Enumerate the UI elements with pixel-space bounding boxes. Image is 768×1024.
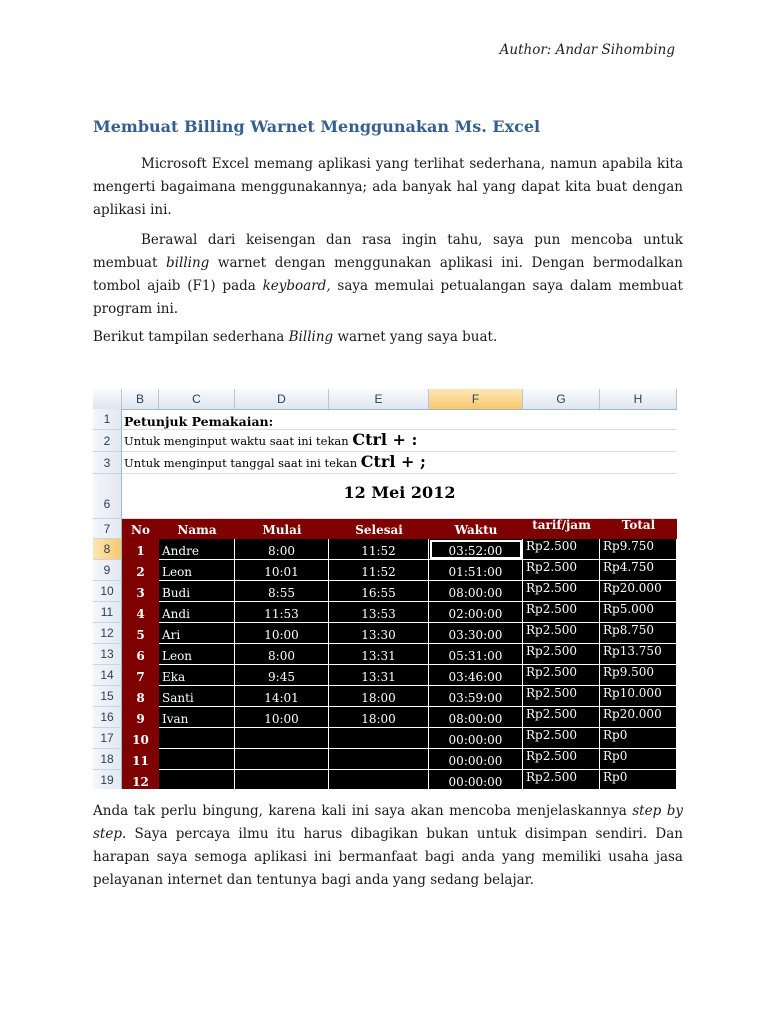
column-header-bar bbox=[93, 389, 677, 410]
row-header-3[interactable]: 3 bbox=[93, 452, 122, 474]
table-cell[interactable]: 05:31:00 bbox=[429, 644, 523, 665]
table-header-cell: Nama bbox=[177, 523, 217, 537]
instructions-heading: Petunjuk Pemakaian: bbox=[124, 414, 274, 429]
row-header-7[interactable]: 7 bbox=[93, 519, 122, 539]
table-cell[interactable]: Rp2.500 bbox=[523, 686, 600, 707]
row-header-9[interactable]: 9 bbox=[93, 560, 122, 581]
table-cell[interactable]: Rp2.500 bbox=[523, 665, 600, 686]
table-cell[interactable]: Rp0 bbox=[600, 770, 677, 789]
paragraph-closing-text-1: Anda tak perlu bingung, karena kali ini saya akan mencoba menjelaskannya bbox=[93, 803, 633, 819]
table-cell[interactable]: 13:31 bbox=[329, 665, 429, 686]
table-cell[interactable] bbox=[329, 728, 429, 749]
table-cell[interactable]: Andre bbox=[159, 539, 235, 560]
row-header-11[interactable]: 11 bbox=[93, 602, 122, 623]
column-header-e[interactable]: E bbox=[329, 389, 429, 409]
table-header-cell: Waktu bbox=[454, 523, 498, 537]
paragraph-closing-step-by-step: step by step. bbox=[93, 803, 683, 842]
column-header-h[interactable]: H bbox=[600, 389, 677, 409]
table-cell[interactable]: Eka bbox=[159, 665, 235, 686]
instructions-line-2-text: Untuk menginput tanggal saat ini tekan bbox=[124, 456, 361, 470]
sheet-date-title: 12 Mei 2012 bbox=[343, 483, 456, 502]
column-header-b[interactable]: B bbox=[122, 389, 159, 409]
table-cell[interactable]: 18:00 bbox=[329, 707, 429, 728]
table-header-cell: Mulai bbox=[262, 523, 302, 537]
instructions-line-1-text: Untuk menginput waktu saat ini tekan bbox=[124, 434, 353, 448]
table-cell[interactable]: Rp2.500 bbox=[523, 707, 600, 728]
table-cell[interactable] bbox=[329, 770, 429, 789]
table-cell[interactable]: 08:00:00 bbox=[429, 707, 523, 728]
table-cell[interactable]: 9:45 bbox=[235, 665, 329, 686]
table-cell[interactable]: 11:53 bbox=[235, 602, 329, 623]
document-title: Membuat Billing Warnet Menggunakan Ms. Excel bbox=[93, 117, 541, 136]
table-cell[interactable]: Leon bbox=[159, 560, 235, 581]
table-cell[interactable] bbox=[329, 749, 429, 770]
row-number-cell[interactable]: 6 bbox=[122, 644, 159, 665]
paragraph-preview-text-2: warnet yang saya buat. bbox=[333, 329, 498, 345]
table-cell[interactable]: Rp2.500 bbox=[523, 581, 600, 602]
table-cell[interactable]: Rp2.500 bbox=[523, 539, 600, 560]
table-cell[interactable]: 14:01 bbox=[235, 686, 329, 707]
select-all-corner[interactable] bbox=[93, 389, 122, 409]
table-cell[interactable]: Rp2.500 bbox=[523, 602, 600, 623]
table-cell[interactable]: 00:00:00 bbox=[429, 770, 523, 789]
row-header-8[interactable]: 8 bbox=[93, 539, 122, 560]
table-cell[interactable]: 11:52 bbox=[329, 539, 429, 560]
row-header-2[interactable]: 2 bbox=[93, 430, 122, 452]
table-cell[interactable]: Rp10.000 bbox=[600, 686, 677, 707]
table-cell[interactable]: 8:55 bbox=[235, 581, 329, 602]
table-cell[interactable]: 03:30:00 bbox=[429, 623, 523, 644]
table-cell[interactable]: 02:00:00 bbox=[429, 602, 523, 623]
table-cell[interactable]: Leon bbox=[159, 644, 235, 665]
table-cell[interactable]: 10:00 bbox=[235, 707, 329, 728]
table-cell[interactable]: 03:59:00 bbox=[429, 686, 523, 707]
row-header-13[interactable]: 13 bbox=[93, 644, 122, 665]
row-header-19[interactable]: 19 bbox=[93, 770, 122, 789]
table-cell[interactable] bbox=[235, 770, 329, 789]
paragraph-intro-text: Microsoft Excel memang aplikasi yang terlihat sederhana, namun apabila kita mengerti bagaimana menggunakannya; ada banyak hal yang dapat kita buat dengan aplikasi ini. bbox=[93, 156, 683, 218]
row-header-17[interactable]: 17 bbox=[93, 728, 122, 749]
row-number-cell[interactable]: 5 bbox=[122, 623, 159, 644]
column-header-c[interactable]: C bbox=[159, 389, 235, 409]
paragraph-preview bbox=[93, 326, 683, 349]
paragraph-closing-text-2: Saya percaya ilmu itu harus dibagikan bukan untuk disimpan sendiri. Dan harapan saya semoga aplikasi ini bermanfaat bagi anda yang memiliki usaha jasa pelayanan internet dan tentunya bagi anda yang sedang belajar. bbox=[93, 826, 683, 888]
table-cell[interactable]: 18:00 bbox=[329, 686, 429, 707]
table-header-cell: tarif/jam bbox=[532, 518, 591, 532]
row-header-1[interactable]: 1 bbox=[93, 409, 122, 430]
column-header-g[interactable]: G bbox=[523, 389, 600, 409]
table-cell[interactable]: Rp5.000 bbox=[600, 602, 677, 623]
spreadsheet-screenshot bbox=[93, 389, 677, 789]
row-number-cell[interactable]: 2 bbox=[122, 560, 159, 581]
table-cell[interactable] bbox=[159, 770, 235, 789]
row-number-cell[interactable]: 8 bbox=[122, 686, 159, 707]
row-number-cell[interactable]: 9 bbox=[122, 707, 159, 728]
row-header-15[interactable]: 15 bbox=[93, 686, 122, 707]
table-cell[interactable]: Rp2.500 bbox=[523, 644, 600, 665]
row-number-cell[interactable]: 1 bbox=[122, 539, 159, 560]
table-header-cell: No bbox=[131, 523, 150, 537]
table-cell[interactable]: Rp4.750 bbox=[600, 560, 677, 581]
table-cell[interactable]: 8:00 bbox=[235, 539, 329, 560]
table-cell[interactable]: 08:00:00 bbox=[429, 581, 523, 602]
table-cell[interactable]: Rp2.500 bbox=[523, 728, 600, 749]
row-number-cell[interactable]: 11 bbox=[122, 749, 159, 770]
row-number-cell[interactable]: 10 bbox=[122, 728, 159, 749]
row-number-cell[interactable]: 12 bbox=[122, 770, 159, 789]
paragraph-background-billing: billing bbox=[166, 255, 210, 271]
table-cell[interactable]: 03:52:00 bbox=[429, 539, 523, 560]
table-cell[interactable]: 13:53 bbox=[329, 602, 429, 623]
row-header-16[interactable]: 16 bbox=[93, 707, 122, 728]
table-cell[interactable]: 00:00:00 bbox=[429, 728, 523, 749]
table-cell[interactable]: Budi bbox=[159, 581, 235, 602]
row-header-14[interactable]: 14 bbox=[93, 665, 122, 686]
paragraph-background-text-2: warnet dengan menggunakan aplikasi ini. Dengan bermodalkan tombol ajaib (F1) pada bbox=[93, 255, 683, 294]
table-cell[interactable]: Santi bbox=[159, 686, 235, 707]
table-cell[interactable]: Ari bbox=[159, 623, 235, 644]
table-cell[interactable]: Rp0 bbox=[600, 728, 677, 749]
table-cell[interactable] bbox=[235, 749, 329, 770]
table-cell[interactable]: 10:01 bbox=[235, 560, 329, 581]
table-cell[interactable]: Rp13.750 bbox=[600, 644, 677, 665]
paragraph-background-text-3: saya memulai petualangan saya dalam membuat program ini. bbox=[93, 278, 683, 317]
table-cell[interactable]: Andi bbox=[159, 602, 235, 623]
table-cell[interactable]: 11:52 bbox=[329, 560, 429, 581]
table-cell[interactable]: Rp2.500 bbox=[523, 560, 600, 581]
row-number-cell[interactable]: 4 bbox=[122, 602, 159, 623]
table-header-cell: Total bbox=[621, 518, 656, 532]
paragraph-background-text-1: Berawal dari keisengan dan rasa ingin tahu, saya pun mencoba untuk membuat bbox=[93, 232, 683, 271]
table-cell[interactable]: 8:00 bbox=[235, 644, 329, 665]
author-line: Author: Andar Sihombing bbox=[499, 42, 675, 58]
table-cell[interactable] bbox=[159, 728, 235, 749]
paragraph-intro bbox=[93, 153, 683, 222]
paragraph-preview-billing: Billing bbox=[288, 329, 334, 345]
table-cell[interactable] bbox=[235, 728, 329, 749]
row-header-12[interactable]: 12 bbox=[93, 623, 122, 644]
table-cell[interactable]: Rp20.000 bbox=[600, 581, 677, 602]
row-header-10[interactable]: 10 bbox=[93, 581, 122, 602]
table-cell[interactable]: Rp2.500 bbox=[523, 770, 600, 789]
table-cell[interactable] bbox=[159, 749, 235, 770]
instructions-line-1 bbox=[124, 430, 417, 449]
table-cell[interactable]: Rp9.500 bbox=[600, 665, 677, 686]
column-header-f[interactable]: F bbox=[429, 389, 523, 409]
row-header-18[interactable]: 18 bbox=[93, 749, 122, 770]
instructions-line-1-key: Ctrl + : bbox=[352, 430, 418, 449]
paragraph-background bbox=[93, 229, 683, 321]
table-cell[interactable]: Rp8.750 bbox=[600, 623, 677, 644]
table-cell[interactable]: Rp2.500 bbox=[523, 749, 600, 770]
table-cell[interactable]: Rp2.500 bbox=[523, 623, 600, 644]
table-cell[interactable]: 16:55 bbox=[329, 581, 429, 602]
table-cell[interactable]: 13:30 bbox=[329, 623, 429, 644]
table-cell[interactable]: Rp0 bbox=[600, 749, 677, 770]
table-cell[interactable]: Rp9.750 bbox=[600, 539, 677, 560]
table-cell[interactable]: 03:46:00 bbox=[429, 665, 523, 686]
paragraph-preview-text-1: Berikut tampilan sederhana bbox=[93, 329, 289, 345]
instructions-line-2 bbox=[124, 452, 426, 471]
table-cell[interactable]: Ivan bbox=[159, 707, 235, 728]
table-cell[interactable]: 13:31 bbox=[329, 644, 429, 665]
instructions-line-2-key: Ctrl + ; bbox=[360, 452, 426, 471]
table-cell[interactable]: 01:51:00 bbox=[429, 560, 523, 581]
table-cell[interactable]: 00:00:00 bbox=[429, 749, 523, 770]
row-number-cell[interactable]: 7 bbox=[122, 665, 159, 686]
column-header-d[interactable]: D bbox=[235, 389, 329, 409]
row-number-cell[interactable]: 3 bbox=[122, 581, 159, 602]
paragraph-closing bbox=[93, 800, 683, 892]
table-cell[interactable]: Rp20.000 bbox=[600, 707, 677, 728]
table-header-cell: Selesai bbox=[355, 523, 403, 537]
row-header-6[interactable]: 6 bbox=[93, 474, 122, 519]
paragraph-background-keyboard: keyboard, bbox=[262, 278, 331, 294]
table-cell[interactable]: 10:00 bbox=[235, 623, 329, 644]
